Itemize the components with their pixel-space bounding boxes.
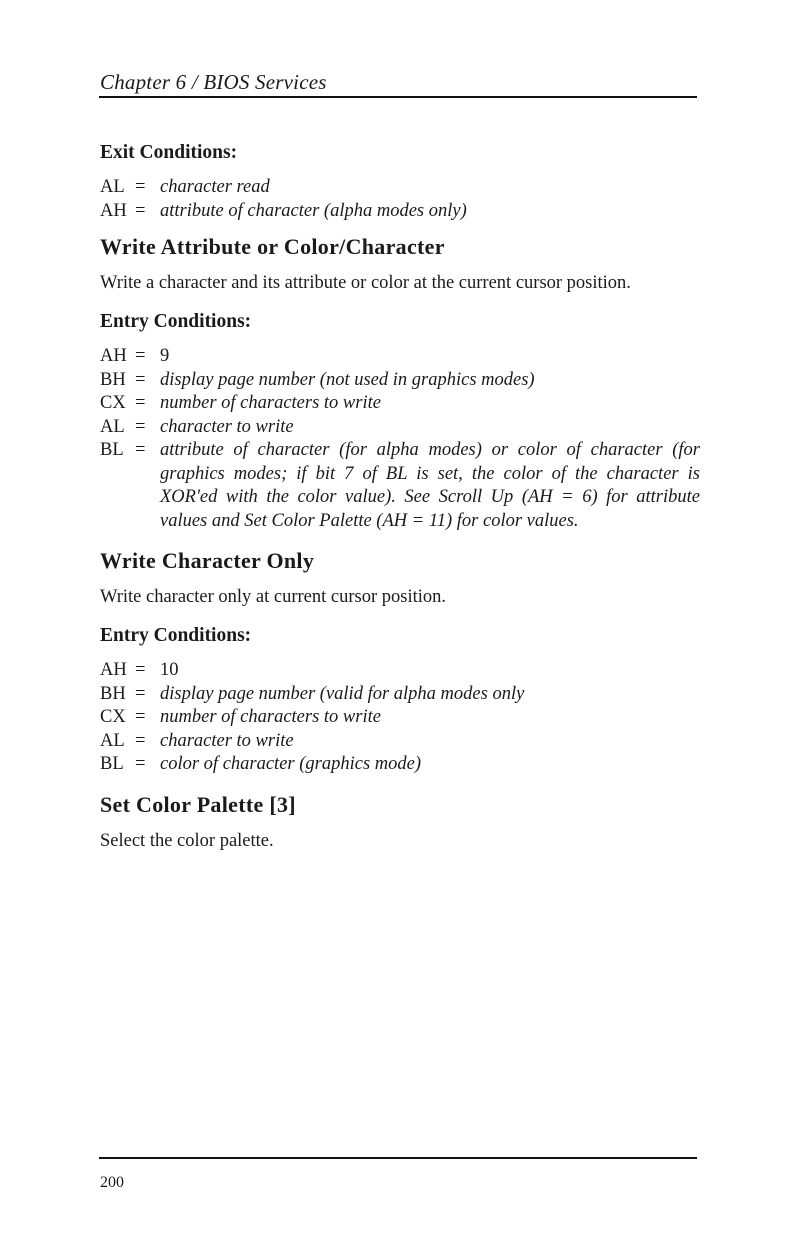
- register-row: [100, 369, 700, 393]
- exit-conditions-heading: Exit Conditions:: [100, 142, 238, 163]
- running-head: Chapter 6 / BIOS Services: [100, 70, 327, 94]
- equals-sign: =: [135, 346, 146, 366]
- register-value: display page number (valid for alpha modes only: [160, 683, 525, 704]
- register-name: BL: [100, 754, 124, 774]
- register-value: attribute of character (for alpha modes) or color of character (for graphics modes; if bit 7 of BL is set, the color of the character is XOR'ed with the color value). See Scroll Up (AH = 6) for attribute values and Set Color Palette (AH = 11) for color values.: [160, 440, 700, 531]
- equals-sign: =: [135, 416, 146, 437]
- equals-sign: =: [135, 707, 146, 727]
- register-name: CX: [100, 707, 126, 727]
- entry-conditions-heading: Entry Conditions:: [100, 625, 252, 646]
- equals-sign: =: [135, 754, 146, 774]
- register-row: [100, 730, 700, 754]
- register-name: AH: [100, 200, 127, 221]
- equals-sign: =: [135, 440, 146, 460]
- register-row: [100, 659, 700, 683]
- register-row: [100, 416, 700, 440]
- register-name: BH: [100, 683, 126, 704]
- register-value: character read: [160, 177, 270, 197]
- register-value: attribute of character (alpha modes only): [160, 200, 467, 221]
- section-description: Write character only at current cursor position.: [100, 587, 446, 607]
- equals-sign: =: [135, 200, 146, 221]
- page-number: 200: [100, 1174, 124, 1191]
- equals-sign: =: [135, 660, 146, 680]
- register-value: color of character (graphics mode): [160, 754, 422, 774]
- register-value: character to write: [160, 416, 294, 437]
- register-row: [100, 392, 700, 416]
- section-title-set-color-palette: Set Color Palette [3]: [100, 791, 296, 817]
- register-value: 9: [160, 346, 170, 366]
- register-name: AL: [100, 416, 125, 437]
- section-description: Write a character and its attribute or color at the current cursor position.: [100, 273, 631, 293]
- register-name: AH: [100, 660, 127, 680]
- register-name: BH: [100, 369, 126, 390]
- entry-conditions-heading: Entry Conditions:: [100, 311, 252, 332]
- register-row: [100, 683, 700, 707]
- register-row: [100, 345, 700, 369]
- equals-sign: =: [135, 369, 146, 390]
- register-name: AL: [100, 177, 125, 197]
- register-row: [100, 753, 700, 777]
- entry-conditions-list: [100, 345, 700, 533]
- exit-conditions-list: [100, 176, 700, 223]
- footer-rule: [99, 1157, 697, 1159]
- register-value: display page number (not used in graphics modes): [160, 369, 535, 390]
- register-name: AH: [100, 346, 127, 366]
- register-name: AL: [100, 730, 125, 751]
- entry-conditions-list: [100, 659, 700, 777]
- register-row: [100, 439, 700, 533]
- page-content: [100, 140, 700, 853]
- header-rule: [99, 96, 697, 98]
- section-description: Select the color palette.: [100, 830, 274, 851]
- register-name: BL: [100, 440, 124, 460]
- section-title-write-character: Write Character Only: [100, 548, 315, 573]
- equals-sign: =: [135, 177, 146, 197]
- register-row: [100, 200, 700, 224]
- register-value: number of characters to write: [160, 393, 381, 413]
- equals-sign: =: [135, 683, 146, 704]
- register-value: 10: [160, 660, 179, 680]
- register-row: [100, 176, 700, 200]
- equals-sign: =: [135, 730, 146, 751]
- register-value: character to write: [160, 730, 294, 751]
- register-value: number of characters to write: [160, 707, 381, 727]
- register-row: [100, 706, 700, 730]
- equals-sign: =: [135, 393, 146, 413]
- section-title-write-attribute: Write Attribute or Color/Character: [100, 234, 445, 259]
- register-name: CX: [100, 393, 126, 413]
